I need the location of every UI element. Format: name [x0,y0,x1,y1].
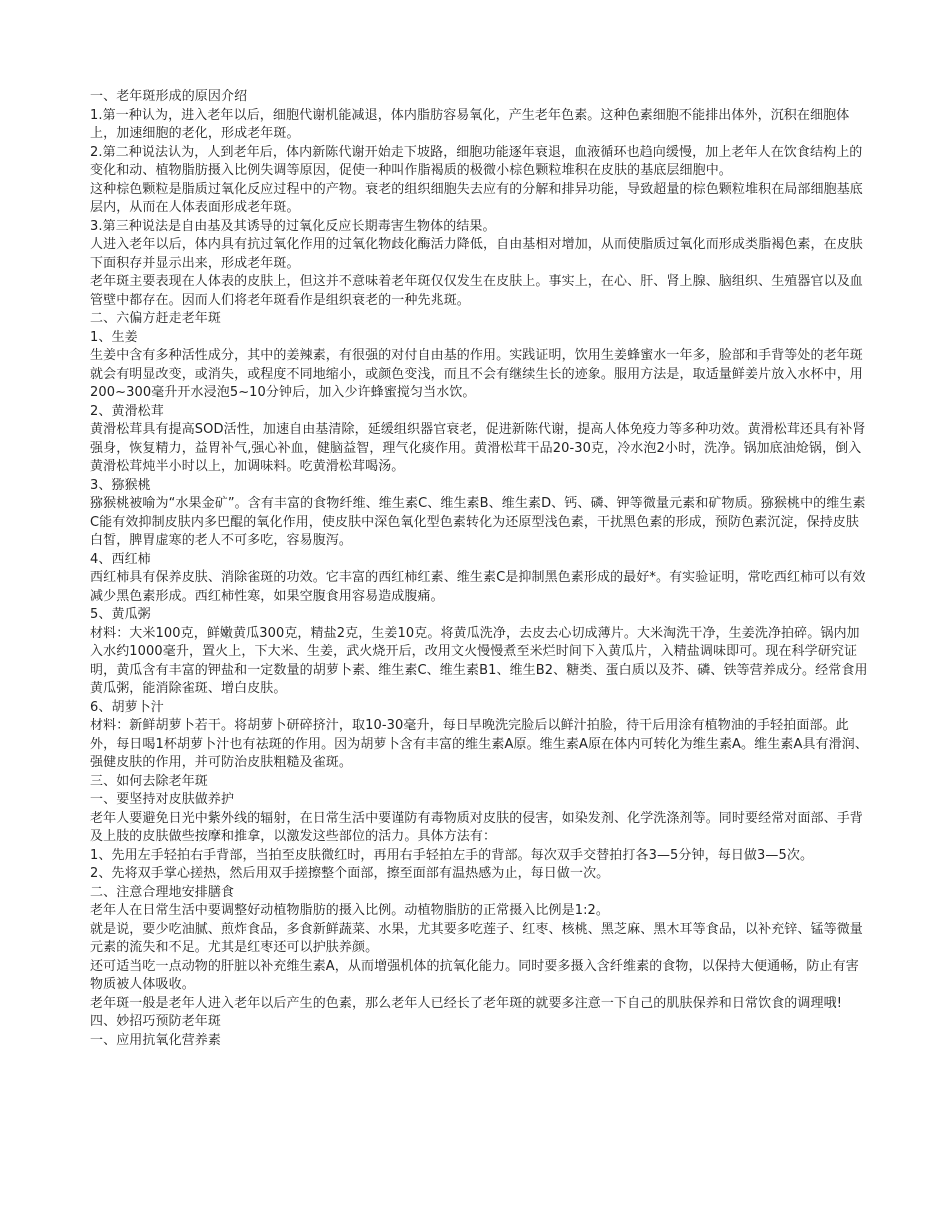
paragraph: 材料：新鲜胡萝卜若干。将胡萝卜研碎挤汁，取10-30毫升，每日早晚洗完脸后以鲜汁拍脸，待干后用涂有植物油的手轻拍面部。此外，每日喝1杯胡萝卜汁也有祛斑的作用。因为胡萝卜含有丰富的维生素A原。维生素A原在体内可转化为维生素A。维生素A具有滑润、强健皮肤的作用，并可防治皮肤粗糙及雀斑。 [90,718,868,770]
paragraph: 还可适当吃一点动物的肝脏以补充维生素A，从而增强机体的抗氧化能力。同时要多摄入含纤维素的食物，以保持大便通畅，防止有害物质被人体吸收。 [90,958,859,992]
paragraph: 猕猴桃被喻为“水果金矿”。含有丰富的食物纤维、维生素C、维生素B、维生素D、钙、磷、钾等微量元素和矿物质。猕猴桃中的维生素C能有效抑制皮肤内多巴醌的氧化作用，使皮肤中深色氧化型色素转化为还原型浅色素，干扰黑色素的形成，预防色素沉淀，保持皮肤白皙，脾胃虚寒的老人不可多吃，容易腹泻。 [90,496,866,548]
subsection-heading: 5、黄瓜粥 [90,607,151,622]
paragraph: 就是说，要少吃油腻、煎炸食品，多食新鲜蔬菜、水果，尤其要多吃莲子、红枣、核桃、黑芝麻、黑木耳等食品，以补充锌、锰等微量元素的流失和不足。尤其是红枣还可以护肤养颜。 [90,921,863,955]
paragraph: 2、先将双手掌心搓热，然后用双手搓擦整个面部，擦至面部有温热感为止，每日做一次。 [90,866,610,881]
paragraph: 材料：大米100克，鲜嫩黄瓜300克，精盐2克，生姜10克。将黄瓜洗净，去皮去心切成薄片。大米淘洗干净，生姜洗净拍碎。锅内加入水约1000毫升，置火上，下大米、生姜，武火烧开后，改用文火慢慢煮至米烂时间下入黄瓜片，入精盐调味即可。现在科学研究证明，黄瓜含有丰富的钾盐和一定数量的胡萝卜素、维生素C、维生素B1、维生B2、糖类、蛋白质以及芥、磷、铁等营养成分。经常食用黄瓜粥，能消除雀斑、增白皮肤。 [90,625,868,696]
paragraph: 生姜中含有多种活性成分，其中的姜辣素，有很强的对付自由基的作用。实践证明，饮用生姜蜂蜜水一年多，脸部和手背等处的老年斑就会有明显改变，或消失，或程度不同地缩小，或颜色变浅，而且不会有继续生长的迹象。服用方法是，取适量鲜姜片放入水杯中，用200~300毫升开水浸泡5~10分钟后，加入少许蜂蜜搅匀当水饮。 [90,348,863,400]
paragraph: 黄滑松茸具有提高SOD活性，加速自由基清除，延缓组织器官衰老，促进新陈代谢，提高人体免疫力等多种功效。黄滑松茸还具有补肾强身，恢复精力，益胃补气,强心补血，健脑益智，理气化痰作用。黄滑松茸干品20-30克，冷水泡2小时，洗净。锅加底油炝锅，倒入黄滑松茸炖半小时以上，加调味料。吃黄滑松茸喝汤。 [90,422,866,474]
section-heading: 一、老年斑形成的原因介绍 [90,89,248,104]
subsection-heading: 2、黄滑松茸 [90,403,164,419]
paragraph: 老年人在日常生活中要调整好动植物脂肪的摄入比例。动植物脂肪的正常摄入比例是1:2。 [90,903,610,918]
paragraph: 3.第三种说法是自由基及其诱导的过氧化反应长期毒害生物体的结果。 [90,218,496,234]
paragraph: 2.第二种说法认为，人到老年后，体内新陈代谢开始走下坡路，细胞功能逐年衰退，血液循环也趋向缓慢，加上老年人在饮食结构上的变化和动、植物脂肪摄入比例失调等原因，促使一种叫作脂褐质的极微小棕色颗粒堆积在皮肤的基底层细胞中。 [90,144,863,178]
paragraph: 1、先用左手轻拍右手背部，当拍至皮肤微红时，再用右手轻拍左手的背部。每次双手交替拍打各3—5分钟，每日做3—5次。 [90,847,814,863]
subsection-heading: 一、要坚持对皮肤做养护 [90,792,235,807]
paragraph: 老年斑一般是老年人进入老年以后产生的色素，那么老年人已经长了老年斑的就要多注意一下自己的肌肤保养和日常饮食的调理哦! [90,995,843,1011]
subsection-heading: 6、胡萝卜汁 [90,699,164,715]
subsection-heading: 一、应用抗氧化营养素 [90,1032,222,1048]
subsection-heading: 3、猕猴桃 [90,477,151,493]
section-heading: 三、如何去除老年斑 [90,773,208,789]
paragraph: 西红柿具有保养皮肤、消除雀斑的功效。它丰富的西红柿红素、维生素C是抑制黑色素形成的最好*。有实验证明，常吃西红柿可以有效减少黑色素形成。西红柿性寒，如果空腹食用容易造成腹痛。 [90,570,866,604]
paragraph: 1.第一种认为，进入老年以后，细胞代谢机能减退，体内脂肪容易氧化，产生老年色素。这种色素细胞不能排出体外，沉积在细胞体上，加速细胞的老化，形成老年斑。 [90,107,850,141]
paragraph: 老年斑主要表现在人体表的皮肤上，但这并不意味着老年斑仅仅发生在皮肤上。事实上，在心、肝、肾上腺、脑组织、生殖器官以及血管壁中都存在。因而人们将老年斑看作是组织衰老的一种先兆斑。 [90,274,863,308]
paragraph: 这种棕色颗粒是脂质过氧化反应过程中的产物。衰老的组织细胞失去应有的分解和排异功能，导致超量的棕色颗粒堆积在局部细胞基底层内，从而在人体表面形成老年斑。 [90,181,863,215]
section-heading: 二、六偏方赶走老年斑 [90,311,222,326]
section-heading: 四、妙招巧预防老年斑 [90,1014,222,1029]
subsection-heading: 4、西红柿 [90,551,151,567]
subsection-heading: 1、生姜 [90,329,138,345]
subsection-heading: 二、注意合理地安排膳食 [90,884,235,900]
paragraph: 人进入老年以后，体内具有抗过氧化作用的过氧化物歧化酶活力降低，自由基相对增加，从而使脂质过氧化而形成类脂褐色素，在皮肤下面积存并显示出来，形成老年斑。 [90,237,863,271]
paragraph: 老年人要避免日光中紫外线的辐射，在日常生活中要谨防有毒物质对皮肤的侵害，如染发剂、化学洗涤剂等。同时要经常对面部、手背及上肢的皮肤做些按摩和推拿，以激发这些部位的活力。具体方法有： [90,810,863,844]
